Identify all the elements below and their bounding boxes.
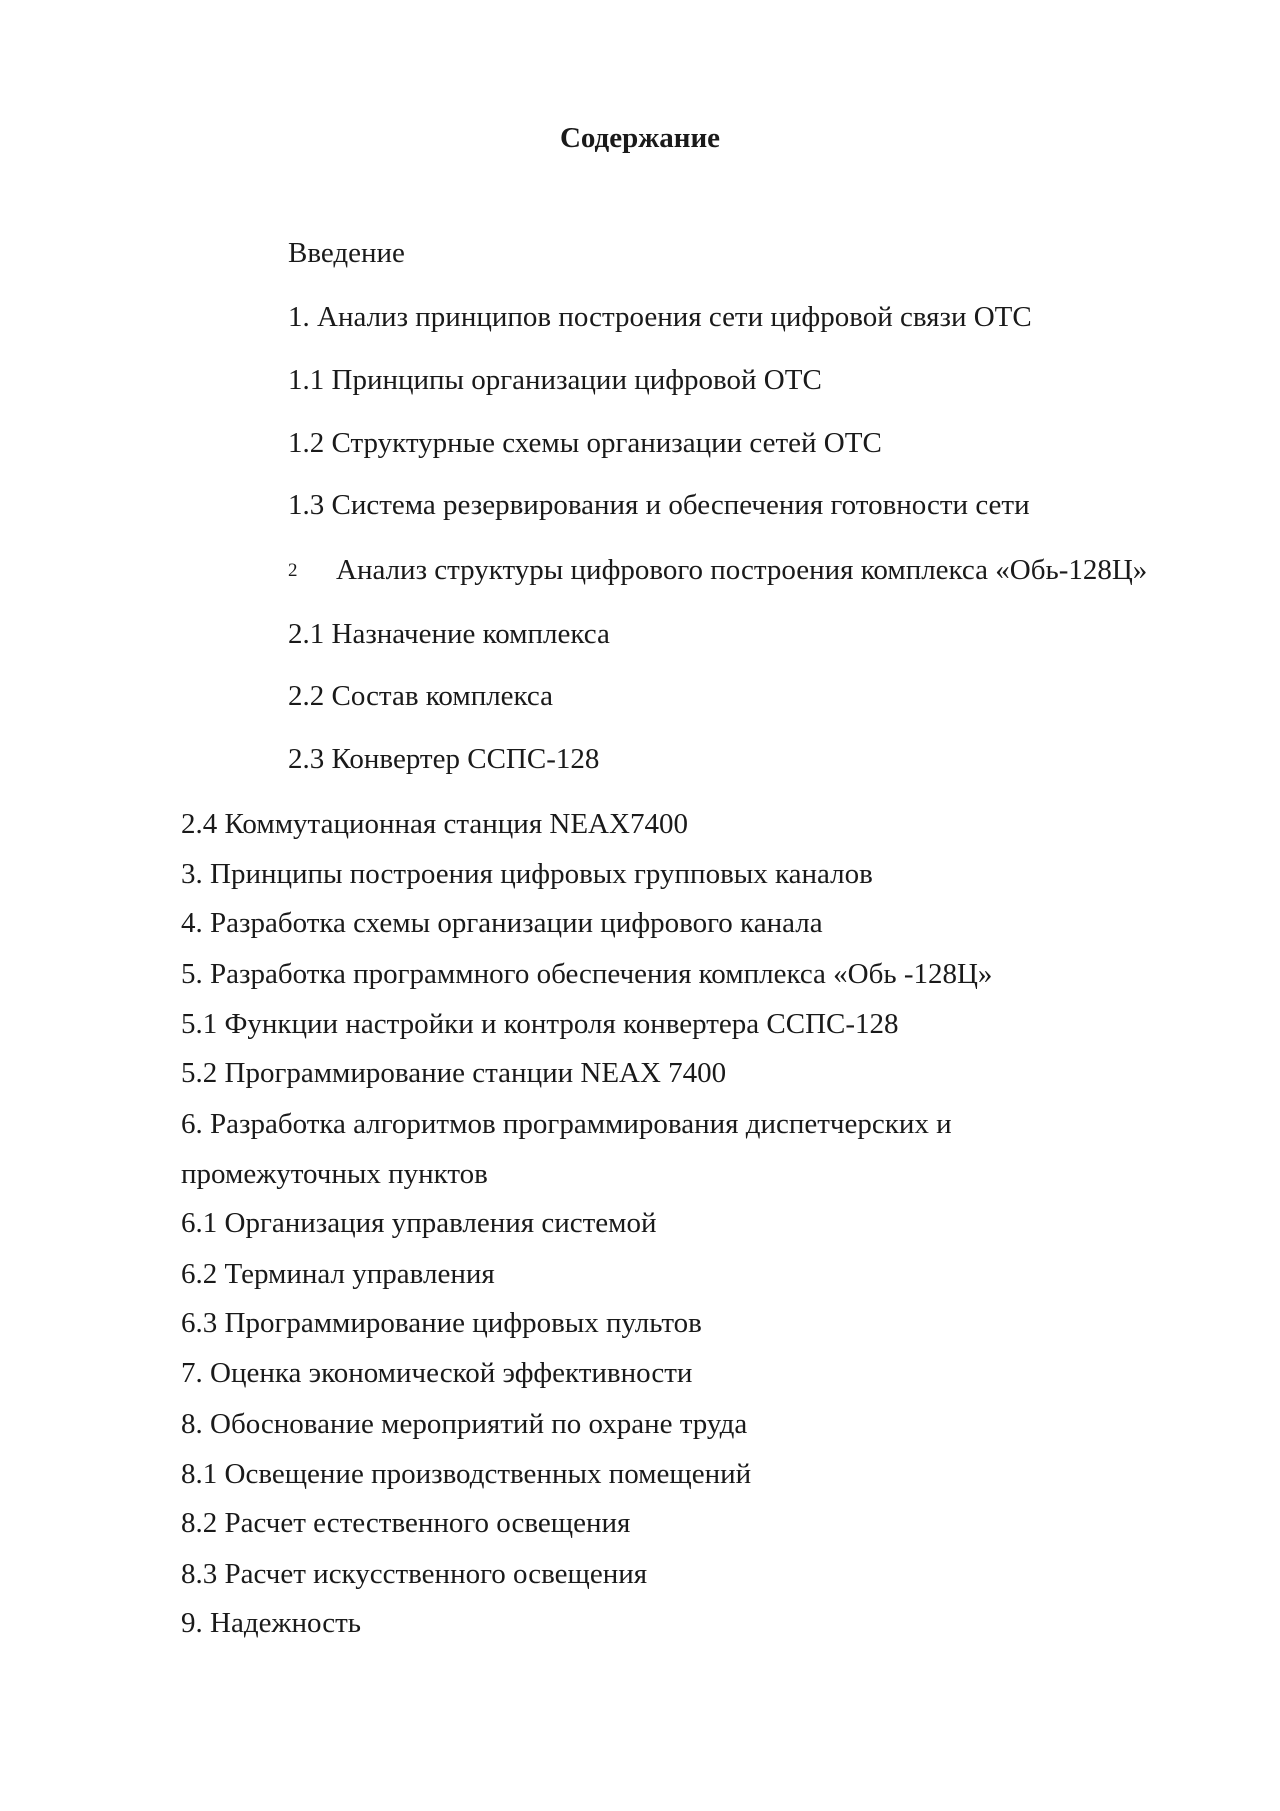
toc-entry-5-1: 5.1 Функции настройки и контроля конвертера ССПС-128 <box>181 1008 899 1040</box>
toc-entry-6-1: 6.1 Организация управления системой <box>181 1207 657 1239</box>
toc-entry-8-3: 8.3 Расчет искусственного освещения <box>181 1558 648 1590</box>
toc-entry-5: 5. Разработка программного обеспечения комплекса «Обь -128Ц» <box>181 958 993 990</box>
toc-entry-9: 9. Надежность <box>181 1607 361 1639</box>
toc-entry-6-continuation: промежуточных пунктов <box>181 1158 488 1190</box>
toc-entry-2-1: 2.1 Назначение комплекса <box>288 618 610 650</box>
toc-entry-6: 6. Разработка алгоритмов программирования диспетчерских и <box>181 1108 952 1140</box>
toc-entry-2-number: 2 <box>288 560 298 581</box>
toc-entry-1: 1. Анализ принципов построения сети цифровой связи ОТС <box>288 301 1032 333</box>
toc-entry-2 <box>288 552 1147 589</box>
toc-entry-2-4: 2.4 Коммутационная станция NEAX7400 <box>181 808 688 840</box>
toc-entry-8: 8. Обоснование мероприятий по охране труда <box>181 1408 748 1440</box>
toc-entry-1-1: 1.1 Принципы организации цифровой ОТС <box>288 364 822 396</box>
page-title: Содержание <box>559 122 721 154</box>
toc-entry-8-2: 8.2 Расчет естественного освещения <box>181 1507 631 1539</box>
toc-entry-5-2: 5.2 Программирование станции NEAX 7400 <box>181 1057 727 1089</box>
toc-entry-introduction: Введение <box>288 237 405 269</box>
toc-entry-7: 7. Оценка экономической эффективности <box>181 1357 693 1389</box>
toc-entry-3: 3. Принципы построения цифровых групповых каналов <box>181 858 873 890</box>
toc-entry-1-2: 1.2 Структурные схемы организации сетей ОТС <box>288 427 882 459</box>
toc-entry-8-1: 8.1 Освещение производственных помещений <box>181 1458 752 1490</box>
toc-entry-6-2: 6.2 Терминал управления <box>181 1258 495 1290</box>
toc-entry-2-text: Анализ структуры цифрового построения комплекса «Обь-128Ц» <box>336 554 1148 586</box>
toc-entry-1-3: 1.3 Система резервирования и обеспечения готовности сети <box>288 489 1030 521</box>
toc-entry-4: 4. Разработка схемы организации цифрового канала <box>181 907 823 939</box>
toc-entry-6-3: 6.3 Программирование цифровых пультов <box>181 1307 702 1339</box>
toc-entry-2-3: 2.3 Конвертер ССПС-128 <box>288 743 600 775</box>
toc-entry-2-2: 2.2 Состав комплекса <box>288 680 554 712</box>
